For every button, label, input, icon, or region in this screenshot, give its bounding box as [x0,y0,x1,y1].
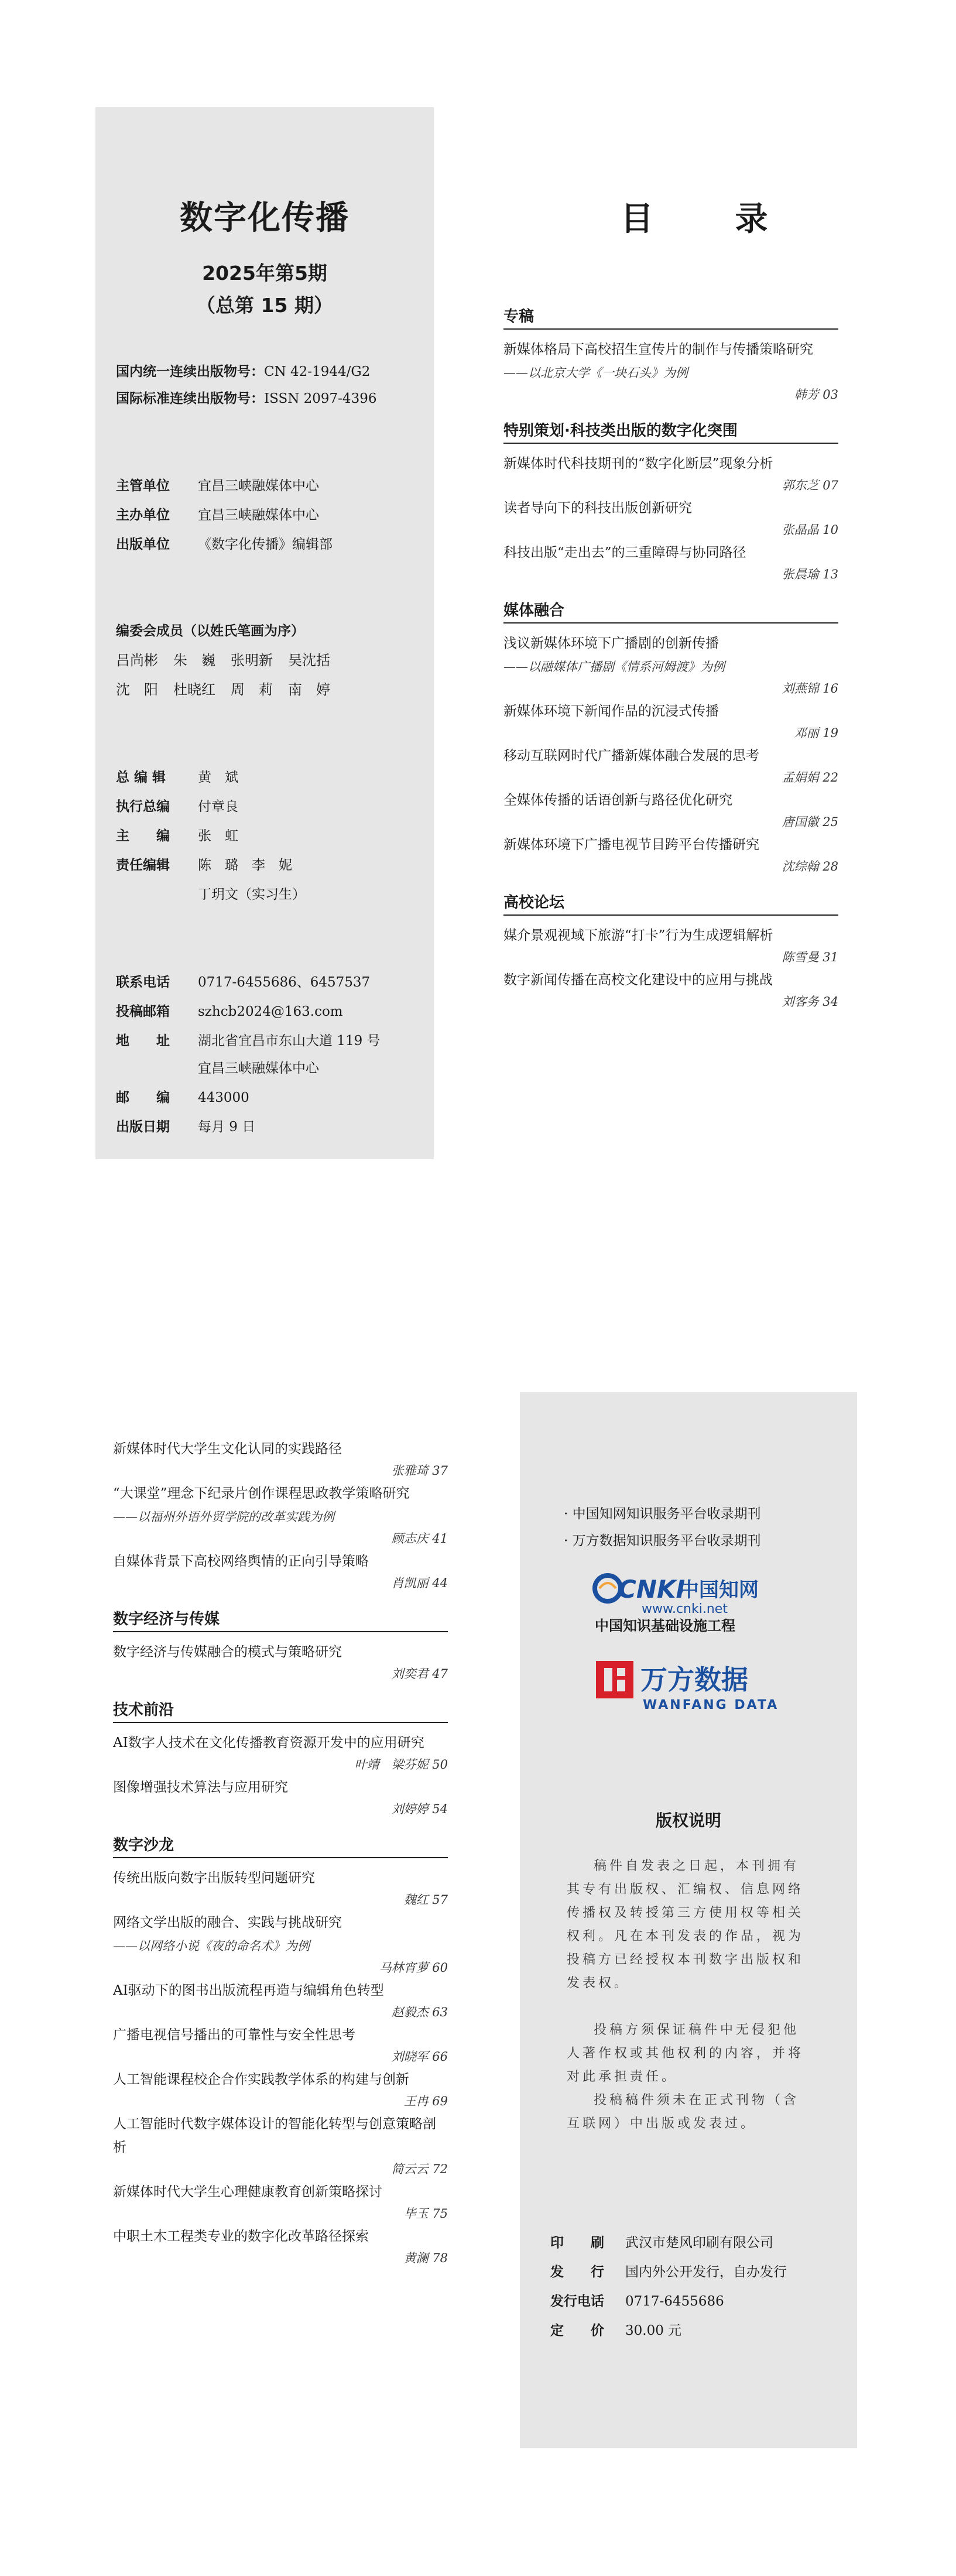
toc-entry-author-page: 陈雪曼 31 [782,950,838,964]
issn-label: 国际标准连续出版物号： [116,391,264,406]
indexing-cnki: · 中国知网知识服务平台收录期刊 [564,1506,761,1522]
copyright-paragraph: 投稿稿件须未在正式刊物（含互联网）中出版或发表过。 [567,2093,800,2131]
toc-entry[interactable] [503,833,838,876]
toc-section-header: 数字沙龙 [113,1833,448,1858]
contact-label: 邮 编 [116,1090,170,1105]
org-row [116,536,333,553]
toc-column-1 [503,304,838,1013]
toc-entry-author-page: 张晶晶 10 [782,523,838,537]
editor-row [116,827,238,845]
toc-entry-title: 新媒体时代大学生心理健康教育创新策略探讨 [113,2184,382,2200]
contact-value: 宜昌三峡融媒体中心 [198,1061,319,1076]
toc-entry[interactable] [503,452,838,495]
indexing-wanfang: · 万方数据知识服务平台收录期刊 [564,1533,761,1549]
toc-entry[interactable] [113,2225,448,2268]
contact-row [116,974,370,991]
toc-entry[interactable] [113,1437,448,1481]
editor-value: 丁玥文（实习生） [198,887,306,902]
toc-entry[interactable] [113,1776,448,1819]
toc-entry-author-page: 赵毅杰 63 [391,2005,448,2019]
printing-value: 国内外公开发行，自办发行 [625,2265,787,2280]
toc-entry-title: “大课堂”理念下纪录片创作课程思政教学策略研究 [113,1486,410,1501]
copyright-title: 版权说明 [655,1811,721,1830]
printing-label: 定 价 [550,2323,604,2338]
section-spacer [503,585,838,598]
toc-entry-author-page: 刘燕锦 16 [782,681,838,696]
org-row [116,477,319,495]
contact-value: 湖北省宜昌市东山大道 119 号 [198,1033,381,1049]
committee-label: 编委会成员（以姓氏笔画为序） [116,624,304,639]
section-spacer [503,406,838,419]
toc-entry[interactable] [113,1550,448,1593]
email-link[interactable]: szhcb2024@163.com [198,1004,343,1019]
editor-value: 张 虹 [198,828,238,844]
committee-member: 南 婷 [288,681,330,698]
toc-entry[interactable] [113,1866,448,1910]
toc-entry-title: 自媒体背景下高校网络舆情的正向引导策略 [113,1554,369,1569]
toc-entry-title: 媒介景观视域下旅游“打卡”行为生成逻辑解析 [503,928,773,943]
contact-value: 每月 9 日 [198,1119,256,1135]
printing-value: 0717-6455686 [625,2294,724,2309]
contact-value: 443000 [198,1090,249,1105]
toc-entry-title: 新媒体环境下新闻作品的沉浸式传播 [503,704,719,719]
toc-entry-title: AI数字人技术在文化传播教育资源开发中的应用研究 [113,1735,424,1751]
contact-row [116,1003,343,1020]
org-value: 《数字化传播》编辑部 [198,537,333,552]
toc-entry-author-page: 刘客务 34 [782,995,838,1009]
editor-label: 执行总编 [116,799,170,814]
toc-entry-title: 移动互联网时代广播新媒体融合发展的思考 [503,748,759,763]
toc-entry-title: 网络文学出版的融合、实践与挑战研究 [113,1915,342,1930]
toc-column-2 [113,1437,448,2269]
toc-entry-author-page: 韩芳 03 [794,388,838,402]
committee-member: 沈 阳 [116,681,158,698]
toc-entry-title: 传统出版向数字出版转型问题研究 [113,1871,315,1886]
toc-heading: 目 录 [621,200,803,238]
org-label: 出版单位 [116,537,170,552]
printing-label: 发 行 [550,2265,604,2280]
committee-row [116,622,304,640]
org-value: 宜昌三峡融媒体中心 [198,478,319,494]
copyright-paragraph: 稿件自发表之日起，本刊拥有其专有出版权、汇编权、信息网络传播权及转授第三方使用权等相关权利。凡在本刊发表的作品，视为投稿方已经授权本刊数字出版权和发表权。 [567,1859,804,1991]
cnki-logo-icon [591,1571,784,1635]
toc-section-header: 高校论坛 [503,890,838,916]
toc-entry[interactable] [113,2112,448,2179]
contact-label: 出版日期 [116,1119,170,1135]
toc-entry[interactable] [503,700,838,743]
toc-entry[interactable] [113,1911,448,1978]
toc-entry-title: 新媒体时代大学生文化认同的实践路径 [113,1441,342,1457]
journal-title: 数字化传播 [180,199,349,237]
printing-label: 发行电话 [550,2294,604,2309]
toc-entry[interactable] [503,338,838,405]
toc-entry-title: 数字经济与传媒融合的模式与策略研究 [113,1645,342,1660]
printing-value: 30.00 元 [625,2323,682,2338]
org-row [116,506,319,524]
toc-entry[interactable] [113,2180,448,2224]
editor-row [116,798,238,816]
printing-row [550,2292,724,2311]
wanfang-cn-text: 万方数据 [640,1664,748,1695]
contact-row [116,1118,255,1136]
toc-entry-author-page: 肖凯丽 44 [391,1576,448,1590]
toc-entry-author-page: 王冉 69 [403,2094,448,2108]
wanfang-en-text: WANFANG DATA [643,1698,779,1712]
toc-entry-author-page: 毕玉 75 [403,2207,448,2221]
toc-entry[interactable] [113,1731,448,1775]
toc-entry[interactable] [503,632,838,698]
committee-member: 周 莉 [231,681,273,698]
editor-label: 主 编 [116,828,170,844]
editor-value: 陈 璐 李 妮 [198,858,292,873]
toc-entry-title: 广播电视信号播出的可靠性与安全性思考 [113,2027,355,2043]
issn-value: ISSN 2097-4396 [264,391,377,406]
toc-entry-title: 读者导向下的科技出版创新研究 [503,501,692,516]
toc-entry-title: 图像增强技术算法与应用研究 [113,1780,288,1795]
editor-row [116,769,238,786]
issn-row [116,390,376,407]
toc-entry-title: 人工智能课程校企合作实践教学体系的构建与创新 [113,2072,409,2087]
toc-entry-title: 数字新闻传播在高校文化建设中的应用与挑战 [503,972,773,988]
toc-entry-author-page: 简云云 72 [391,2162,448,2176]
toc-entry-subtitle: ——以福州外语外贸学院的改革实践为例 [113,1510,334,1524]
toc-entry[interactable] [113,2023,448,2067]
toc-entry-title: 全媒体传播的话语创新与路径优化研究 [503,793,732,808]
committee-member: 吴沈括 [288,652,330,669]
section-spacer [503,878,838,890]
contact-label: 投稿邮箱 [116,1004,170,1019]
contact-value: 0717-6455686、6457537 [198,975,371,990]
editor-row [116,886,306,903]
committee-names-row [116,652,345,669]
printing-row [550,2321,681,2340]
toc-entry-title: AI驱动下的图书出版流程再造与编辑角色转型 [113,1983,384,1998]
cnki-cn-text: 中国知网 [679,1578,759,1602]
toc-entry-author-page: 邓丽 19 [794,726,838,740]
toc-entry[interactable] [503,744,838,787]
toc-entry[interactable] [113,1482,448,1549]
info-panel [520,1392,857,2448]
toc-entry-title: 浅议新媒体环境下广播剧的创新传播 [503,636,719,651]
toc-entry-author-page: 孟娟娟 22 [782,770,838,785]
committee-member: 朱 巍 [173,652,215,669]
toc-entry-title: 新媒体环境下广播电视节目跨平台传播研究 [503,837,759,852]
toc-section-header: 特别策划·科技类出版的数字化突围 [503,419,838,444]
contact-label: 地 址 [116,1033,170,1049]
toc-entry-author-page: 张晨瑜 13 [782,567,838,581]
printing-label: 印 刷 [550,2235,604,2250]
editor-value: 付章良 [198,799,238,814]
total-issue-number: （总第 15 期） [196,294,333,317]
toc-entry-author-page: 沈综翰 28 [782,859,838,873]
toc-entry-author-page: 刘婷婷 54 [391,1802,448,1816]
toc-entry-subtitle: ——以北京大学《一块石头》为例 [503,366,688,380]
section-spacer [113,1594,448,1607]
toc-section-header: 媒体融合 [503,598,838,624]
section-spacer [113,1820,448,1833]
toc-entry[interactable] [113,1640,448,1684]
contact-row [116,1089,249,1107]
wanfang-logo-icon [596,1659,789,1717]
toc-entry-author-page: 魏红 57 [403,1893,448,1907]
cn-number-row [116,363,370,381]
toc-entry[interactable] [113,2068,448,2111]
toc-entry-title: 科技出版“走出去”的三重障碍与协同路径 [503,545,746,560]
cnki-sub-text: 中国知识基础设施工程 [595,1618,735,1634]
toc-entry-author-page: 唐国徽 25 [782,815,838,829]
cnki-mark-text: CNKI [618,1575,686,1604]
editor-label: 责任编辑 [116,858,170,873]
toc-entry-author-page: 马林宵萝 60 [379,1961,448,1975]
printing-value: 武汉市楚风印刷有限公司 [625,2235,773,2250]
toc-entry[interactable] [503,968,838,1012]
contact-row [116,1032,381,1050]
toc-entry[interactable] [503,789,838,832]
toc-entry-author-page: 刘奕君 47 [391,1667,448,1681]
org-value: 宜昌三峡融媒体中心 [198,508,319,523]
committee-member: 吕尚彬 [116,652,158,669]
printing-row [550,2263,787,2282]
toc-entry[interactable] [113,1979,448,2022]
toc-entry-author-page: 叶靖 梁芬妮 50 [354,1758,448,1772]
committee-member: 杜晓红 [173,681,215,698]
section-spacer [113,1685,448,1698]
toc-entry-author-page: 黄澜 78 [403,2251,448,2265]
toc-entry-author-page: 郭东芝 07 [782,478,838,492]
wanfang-logo [596,1659,789,1717]
toc-entry-author-page: 刘晓军 66 [391,2050,448,2064]
cnki-url-text: www.cnki.net [642,1602,728,1616]
cn-number-label: 国内统一连续出版物号： [116,364,264,379]
printing-row [550,2234,773,2252]
contact-label: 联系电话 [116,975,170,990]
cn-number-value: CN 42-1944/G2 [264,364,371,379]
toc-section-header: 数字经济与传媒 [113,1607,448,1632]
toc-entry[interactable] [503,924,838,967]
masthead-panel [95,107,434,1159]
editor-label: 总 编 辑 [116,770,166,785]
toc-section-header: 技术前沿 [113,1698,448,1723]
committee-names-row [116,681,345,698]
org-label: 主办单位 [116,508,170,523]
org-label: 主管单位 [116,478,170,494]
toc-entry-title: 新媒体格局下高校招生宣传片的制作与传播策略研究 [503,342,813,357]
toc-entry-subtitle: ——以网络小说《夜的命名术》为例 [113,1939,310,1953]
toc-entry-subtitle: ——以融媒体广播剧《情系河姆渡》为例 [503,660,725,674]
toc-entry[interactable] [503,496,838,540]
toc-entry-author-page: 张雅琦 37 [391,1464,448,1478]
committee-member: 张明新 [231,652,273,669]
toc-section-header: 专稿 [503,304,838,330]
toc-entry-title: 新媒体时代科技期刊的“数字化断层”现象分析 [503,456,773,471]
issue-number: 2025年第5期 [202,262,327,285]
editor-row [116,857,292,874]
toc-entry-title: 人工智能时代数字媒体设计的智能化转型与创意策略剖析 [113,2116,436,2155]
cnki-logo [591,1571,784,1635]
toc-entry[interactable] [503,541,838,584]
toc-entry-title: 中职土木工程类专业的数字化改革路径探索 [113,2229,369,2244]
toc-entry-author-page: 顾志庆 41 [391,1532,448,1546]
copyright-paragraph: 投稿方须保证稿件中无侵犯他人著作权或其他权利的内容，并将对此承担责任。 [567,2023,804,2084]
contact-row [116,1060,319,1077]
editor-value: 黄 斌 [198,770,238,785]
